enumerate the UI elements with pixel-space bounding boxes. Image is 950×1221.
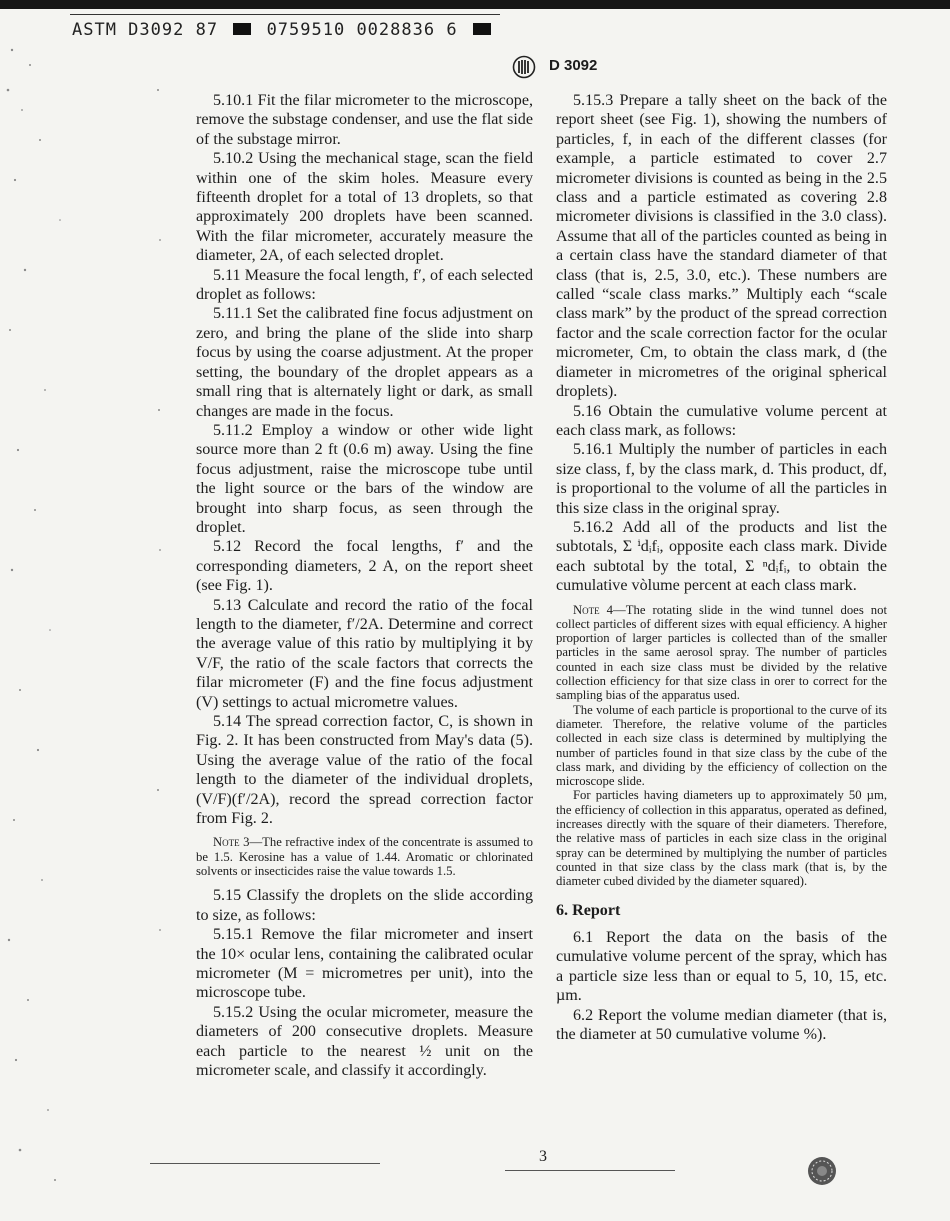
footer-rule-left: [150, 1163, 380, 1164]
designation-label: D 3092: [549, 57, 598, 74]
note-4-paragraph-3: For particles having diameters up to approximately 50 µm, the efficiency of collection in this apparatus, operated as defined, increases directly with the square of their diameters. Therefore, the relative mass of particles in each size class in the original spray can be determined by multiplying the number of particles counted in that size class by the class mark (that is, by the diameter cubed divided by the diameter squared).: [556, 788, 887, 889]
note-4-text: —The rotating slide in the wind tunnel does not collect particles of different sizes with equal efficiency. A higher proportion of larger particles is collected than of the smaller particles in the same aerosol spray. The number of particles counted in each size class must be divided by the relative collection efficiency for that size class in orer to correct for the sampling bias of the apparatus used.: [556, 602, 887, 703]
paragraph-5-10-1: 5.10.1 Fit the filar micrometer to the microscope, remove the substage condenser, and use the flat side of the substage mirror.: [196, 92, 533, 148]
paragraph-5-16: 5.16 Obtain the cumulative volume percent at each class mark, as follows:: [556, 402, 887, 439]
paragraph-5-13: 5.13 Calculate and record the ratio of the focal length to the diameter, f′/2A. Determine and correct the average value of this ratio by multiplying it by V/F, the ratio of the scale factors that corrects the filar micrometer (F) and the fine focus adjustment (V) settings to actual micrometre values.: [196, 596, 533, 711]
paragraph-5-12: 5.12 Record the focal lengths, f′ and the corresponding diameters, 2 A, on the report sheet (see Fig. 1).: [196, 538, 533, 595]
paragraph-6-1: 6.1 Report the data on the basis of the cumulative volume percent of the spray, which has a particle size less than or equal to 5, 10, 15, etc. µm.: [556, 928, 887, 1005]
note-3-text: —The refractive index of the concentrate is assumed to be 1.5. Kerosine has a value of 1.44. Aromatic or chlorinated solvents or insecticides raise the value towards 1.5.: [196, 835, 533, 879]
paragraph-5-15-3: 5.15.3 Prepare a tally sheet on the back of the report sheet (see Fig. 1), showing the numbers of particles, f, in each of the different classes (for example, a particle estimated to cover 2.7 micrometer divisions is counted as being in the 2.5 class and a particle estimated as covering 2.8 micrometer divisions is classified in the 3.0 class). Assume that all of the particles counted as being in a certain class have the standard diameter of that class (that is, 2.5, 3.0, etc.). These numbers are called “scale class marks.” Multiply each “scale class mark” by the product of the spread correction factor and the scale correction factor for the ocular micrometer, Cm, to obtain the class mark, d (the diameter in micrometres of the original spherical droplets).: [556, 92, 887, 401]
paragraph-5-15-2: 5.15.2 Using the ocular micrometer, measure the diameters of 200 consecutive droplets. Measure each particle to the nearest ½ unit on the micrometer scale, and classify it accordingly.: [196, 1003, 533, 1079]
left-column: [196, 91, 533, 1080]
paragraph-6-2: 6.2 Report the volume median diameter (that is, the diameter at 50 cumulative volume %).: [556, 1006, 887, 1043]
note-4: [556, 603, 887, 703]
paragraph-5-15: 5.15 Classify the droplets on the slide according to size, as follows:: [196, 887, 533, 924]
redaction-block-2: [473, 23, 491, 35]
note-3: [196, 835, 533, 878]
document-code-left: ASTM D3092 87: [72, 20, 219, 40]
right-column: [556, 91, 887, 1044]
note-4-label: Note 4: [573, 602, 614, 617]
page-number: 3: [539, 1148, 547, 1165]
redaction-block-1: [233, 23, 251, 35]
section-6-heading: 6. Report: [556, 901, 621, 919]
footer-rule-right: [505, 1170, 675, 1171]
scan-noise-margin: [0, 30, 170, 1210]
paragraph-5-11-2: 5.11.2 Employ a window or other wide light source more than 2 ft (0.6 m) away. Using the fine focus adjustment, raise the microscope tube until the light source or the bars of the window are brought into sharp focus, as seen through the droplet.: [196, 421, 533, 536]
seal-stamp-icon: [806, 1155, 838, 1187]
paragraph-5-10-2: 5.10.2 Using the mechanical stage, scan the field within one of the skim holes. Measure every fifteenth droplet for a total of 13 droplets, so that approximately 200 droplets have been scanned. With the filar micrometer, accurately measure the diameter, 2A, of each selected droplet.: [196, 150, 533, 265]
header-rule: [70, 14, 500, 15]
paragraph-5-11-1: 5.11.1 Set the calibrated fine focus adjustment on zero, and bring the plane of the slide into sharp focus by using the coarse adjustment. At the proper setting, the boundary of the droplet appears as a small ring that is alternately light or dark, as small changes are made in the focus.: [196, 305, 533, 420]
note-4-paragraph-2: The volume of each particle is proportional to the curve of its diameter. Therefore, the relative volume of the particles collected in each size class is determined by multiplying the number of particles found in that size class by the cube of the class mark, and dividing by the efficiency of collection on the microscope slide.: [556, 702, 887, 789]
paragraph-5-11: 5.11 Measure the focal length, f′, of each selected droplet as follows:: [196, 266, 533, 304]
astm-logo-icon: [512, 55, 536, 79]
note-3-label: Note 3: [213, 835, 250, 850]
paragraph-5-14: 5.14 The spread correction factor, C, is shown in Fig. 2. It has been constructed from May's data (5). Using the average value of the ratio of the focal length to the diameter of the individual droplets, (V/F)(f′/2A), record the spread correction factor from Fig. 2.: [196, 713, 533, 828]
top-scan-bar: [0, 0, 950, 9]
paragraph-5-16-1: 5.16.1 Multiply the number of particles in each size class, f, by the class mark, d. This product, df, is proportional to the volume of all the particles in this size class in the original spray.: [556, 441, 887, 517]
paragraph-5-16-2: 5.16.2 Add all of the products and list the subtotals, Σ ⁱdᵢfᵢ, opposite each class mark. Divide each subtotal by the total, Σ ⁿdᵢfᵢ, to obtain the cumulative vòlume percent at each class mark.: [556, 518, 887, 595]
paragraph-5-15-1: 5.15.1 Remove the filar micrometer and insert the 10× ocular lens, containing the calibrated ocular micrometer (M = micrometres per unit), into the microscope tube.: [196, 926, 533, 1002]
document-code-right: 0759510 0028836 6: [266, 20, 458, 40]
